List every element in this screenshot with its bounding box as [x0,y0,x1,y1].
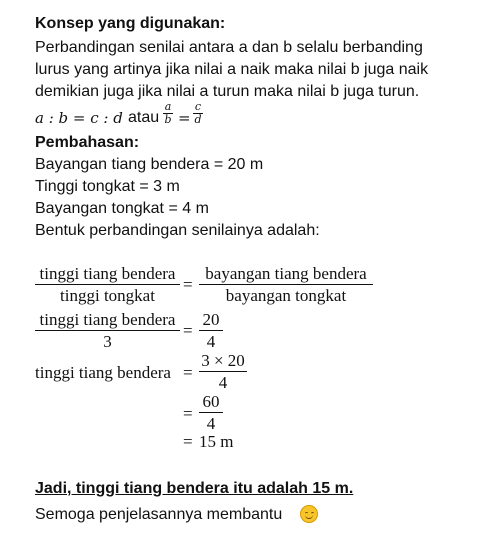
fraction-numerator: 60 [202,392,220,411]
concept-line-3: demikian juga jika nilai a turun maka nilai b juga turun. [35,83,420,100]
equation-2-equals: = [183,321,193,340]
fraction-denominator: 3 [103,332,112,351]
concept-line-1: Perbandingan senilai antara a dan b selalu berbanding [35,39,423,56]
fraction-denominator: tinggi tongkat [60,286,155,305]
fraction-numerator: bayangan tiang bendera [205,264,367,283]
concept-formula-or: atau [128,109,160,126]
equation-1-right-fraction [199,263,373,306]
equation-2-right-fraction [199,309,223,352]
equation-4-equals: = [183,404,193,423]
equation-3-equals: = [183,363,193,382]
fraction-numerator: tinggi tiang bendera [39,264,176,283]
concept-formula-equals: = [178,109,191,127]
fraction-numerator: c [194,100,202,113]
equation-1-equals: = [183,275,193,294]
fraction-denominator: b [164,113,172,126]
equation-5-equals: = [183,432,193,451]
fraction-denominator: bayangan tongkat [225,286,347,305]
fraction-numerator: a [164,100,172,113]
fraction-denominator: 4 [206,332,216,351]
conclusion-text: Jadi, tinggi tiang bendera itu adalah 15 m. [35,480,354,497]
concept-heading: Konsep yang digunakan: [35,15,226,32]
equation-3-right-fraction [199,350,247,393]
fraction-numerator: 20 [202,310,220,329]
fraction-denominator: d [194,113,202,126]
equation-3-left: tinggi tiang bendera [35,363,171,382]
concept-fraction-right [193,101,203,126]
smile-mouth [305,514,313,519]
given-stick-shadow: Bayangan tongkat = 4 m [35,200,209,217]
equation-5-result: 15 m [199,432,234,451]
concept-formula-ratio: a : b = c : d [35,109,123,127]
equation-1-left-fraction [35,263,180,306]
given-stick-height: Tinggi tongkat = 3 m [35,178,180,195]
concept-fraction-left [163,101,173,126]
smiling-face-icon [300,505,318,523]
fraction-denominator: 4 [218,373,228,392]
equation-4-right-fraction [199,391,223,434]
fraction-numerator: 3 × 20 [201,351,245,370]
discussion-heading: Pembahasan: [35,134,140,151]
fraction-denominator: 4 [206,414,216,433]
given-flagpole-shadow: Bayangan tiang bendera = 20 m [35,156,264,173]
equation-2-left-fraction [35,309,180,352]
closing-text: Semoga penjelasannya membantu [35,506,283,523]
fraction-numerator: tinggi tiang bendera [39,310,176,329]
concept-line-2: lurus yang artinya jika nilai a naik maka nilai b juga naik [35,61,429,78]
proportion-intro: Bentuk perbandingan senilainya adalah: [35,222,320,239]
